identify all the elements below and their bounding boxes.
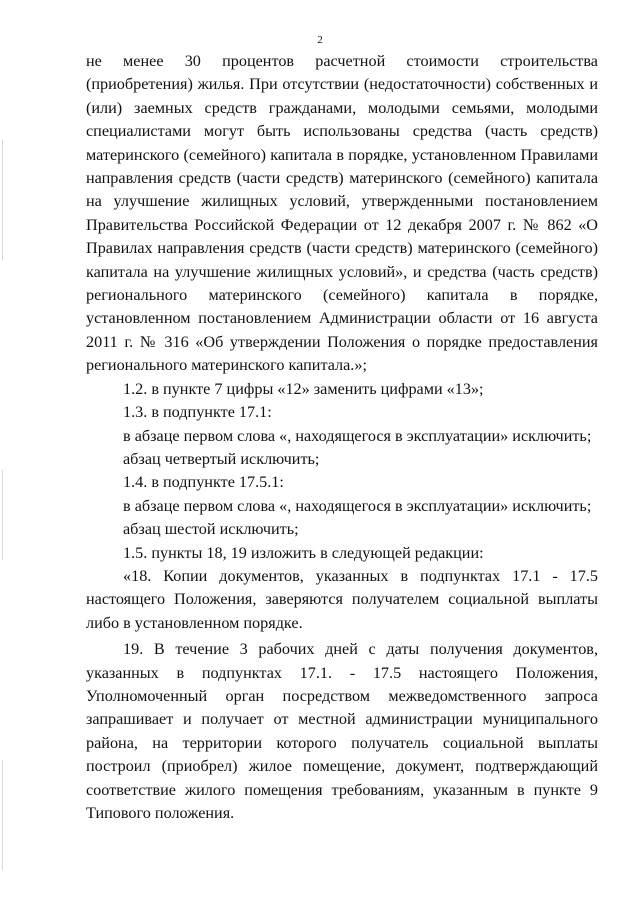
page-number: 2 — [317, 34, 323, 46]
paragraph-point-18: «18. Копии документов, указанных в подпунктах 17.1 - 17.5 настоящего Положения, заверяются получателем социальной выплаты либо в установленном порядке. — [86, 566, 598, 632]
paragraph-item-1-3: 1.3. в подпункте 17.1: — [123, 403, 272, 422]
paragraph-item-1-5: 1.5. пункты 18, 19 изложить в следующей редакции: — [123, 543, 484, 562]
scan-edge-mark — [2, 140, 3, 260]
paragraph-item-1-3-first-abzac: в абзаце первом слова «, находящегося в эксплуатации» исключить; — [123, 426, 592, 445]
paragraph-point-19: 19. В течение 3 рабочих дней с даты получения документов, указанных в подпунктах 17.1. - 17.5 настоящего Положения, Уполномоченный орган посредством межведомственного запроса запрашивает и получает от местной администрации муниципального района, на территории которого получатель социальной выплаты построил (приобрел) жилое помещение, документ, подтверждающий соответствие жилого помещения требованиям, указанным в пункте 9 Типового положения. — [86, 640, 598, 822]
paragraph-item-1-4-sixth-abzac: абзац шестой исключить; — [123, 520, 299, 539]
paragraph-item-1-4: 1.4. в подпункте 17.5.1: — [123, 473, 284, 492]
paragraph-item-1-3-fourth-abzac: абзац четвертый исключить; — [123, 449, 320, 468]
paragraph-item-1-2: 1.2. в пункте 7 цифры «12» заменить цифрами «13»; — [123, 379, 484, 398]
document-body — [86, 50, 598, 825]
paragraph-continuation: не менее 30 процентов расчетной стоимости строительства (приобретения) жилья. При отсутствии (недостаточности) собственных и (или) заемных средств гражданами, молодыми семьями, молодыми специалистами могут быть использованы средства (часть средств) материнского (семейного) капитала в порядке, установленном Правилами направления средств (части средств) материнского (семейного) капитала на улучшение жилищных условий, утвержденными постановлением Правительства Российской Федерации от 12 декабря 2007 г. № 862 «О Правилах направления средств (части средств) материнского (семейного) капитала на улучшение жилищных условий», и средства (часть средств) регионального материнского (семейного) капитала в порядке, установленном постановлением Администрации области от 16 августа 2011 г. № 316 «Об утверждении Положения о порядке предоставления регионального материнского капитала.»; — [86, 52, 598, 375]
scan-edge-mark — [2, 470, 3, 560]
scan-edge-mark — [2, 760, 3, 870]
paragraph-item-1-4-first-abzac: в абзаце первом слова «, находящегося в эксплуатации» исключить; — [123, 496, 592, 515]
